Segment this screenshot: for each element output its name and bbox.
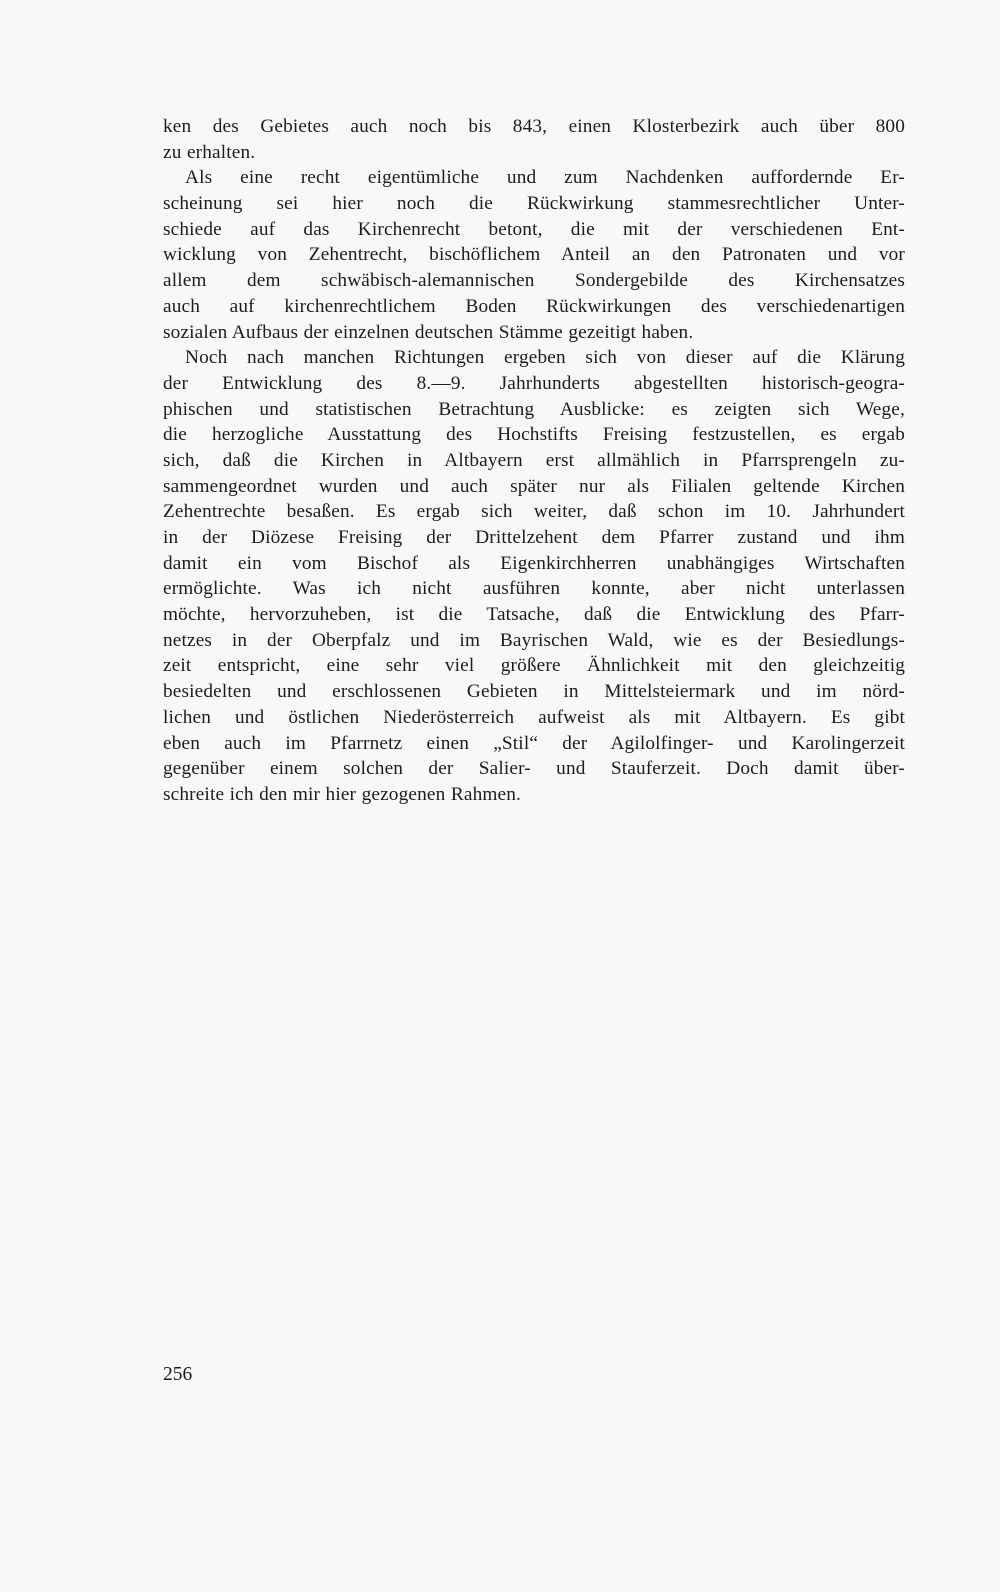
text-line: gegenüber einem solchen der Salier- und Stauferzeit. Doch damit über- [163,758,905,780]
text-line: zeit entspricht, eine sehr viel größere Ähnlichkeit mit den gleichzeitig [163,655,905,677]
text-line: zu erhalten. [163,141,256,163]
text-line: sozialen Aufbaus der einzelnen deutschen Stämme gezeitigt haben. [163,321,694,343]
text-line: sammengeordnet wurden und auch später nur als Filialen geltende Kirchen [163,475,905,497]
text-line: netzes in der Oberpfalz und im Bayrischen Wald, wie es der Besiedlungs- [163,629,905,651]
text-line: Zehentrechte besaßen. Es ergab sich weiter, daß schon im 10. Jahrhundert [163,501,905,523]
text-line: möchte, hervorzuheben, ist die Tatsache, daß die Entwicklung des Pfarr- [163,604,905,626]
text-line: allem dem schwäbisch-alemannischen Sondergebilde des Kirchensatzes [163,270,905,292]
text-line: phischen und statistischen Betrachtung Ausblicke: es zeigten sich Wege, [163,398,905,420]
text-line: die herzogliche Ausstattung des Hochstifts Freising festzustellen, es ergab [163,424,905,446]
text-line: damit ein vom Bischof als Eigenkirchherren unabhängiges Wirtschaften [163,552,905,574]
body-text [163,114,905,808]
text-line: Als eine recht eigentümliche und zum Nachdenken auffordernde Er- [185,167,905,189]
text-line: Noch nach manchen Richtungen ergeben sich von dieser auf die Klärung [185,347,905,369]
text-line: auch auf kirchenrechtlichem Boden Rückwirkungen des verschiedenartigen [163,295,905,317]
text-line: wicklung von Zehentrecht, bischöflichem Anteil an den Patronaten und vor [163,244,905,266]
text-line: besiedelten und erschlossenen Gebieten in Mittelsteiermark und im nörd- [163,681,905,703]
text-line: schreite ich den mir hier gezogenen Rahmen. [163,783,521,805]
text-line: der Entwicklung des 8.—9. Jahrhunderts abgestellten historisch-geogra- [163,372,905,394]
text-line: ken des Gebietes auch noch bis 843, einen Klosterbezirk auch über 800 [163,116,905,137]
text-line: schiede auf das Kirchenrecht betont, die mit der verschiedenen Ent- [163,218,905,240]
page-number: 256 [163,1364,193,1385]
text-line: ermöglichte. Was ich nicht ausführen konnte, aber nicht unterlassen [163,578,905,600]
text-line: eben auch im Pfarrnetz einen „Stil“ der Agilolfinger- und Karolingerzeit [163,732,905,754]
text-line: scheinung sei hier noch die Rückwirkung stammesrechtlicher Unter- [163,193,905,215]
text-line: sich, daß die Kirchen in Altbayern erst allmählich in Pfarrsprengeln zu- [163,449,905,471]
text-line: in der Diözese Freising der Drittelzehent dem Pfarrer zustand und ihm [163,527,905,548]
text-line: lichen und östlichen Niederösterreich aufweist als mit Altbayern. Es gibt [163,706,905,728]
